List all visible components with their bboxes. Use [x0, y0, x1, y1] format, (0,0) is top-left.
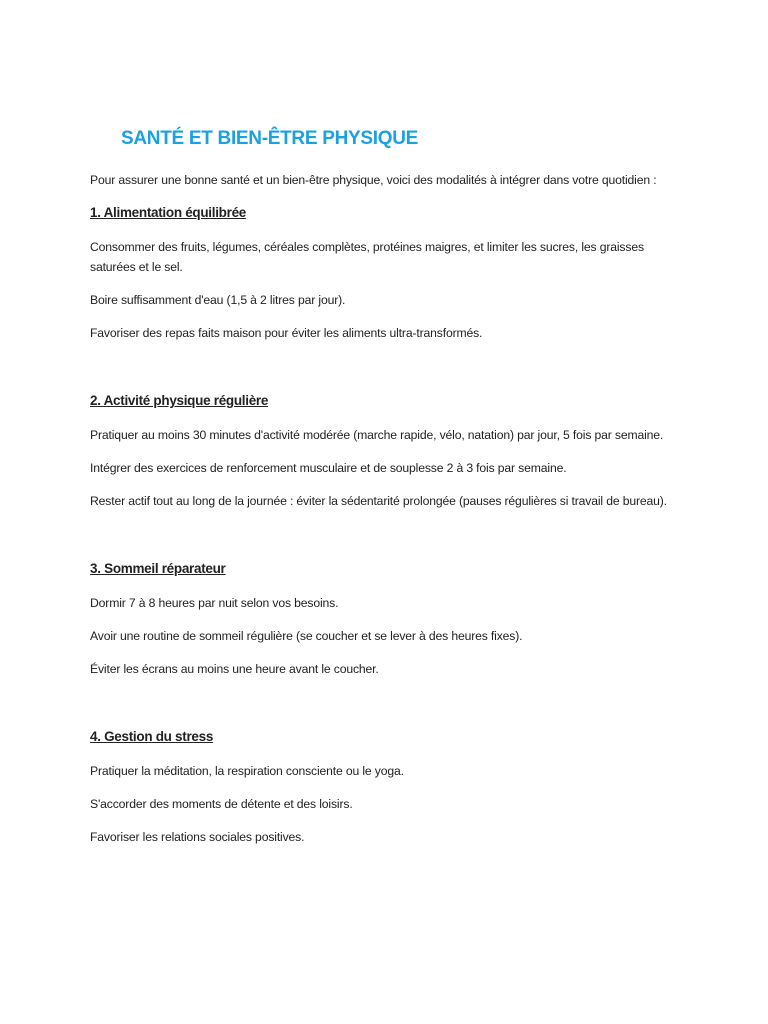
paragraph: Rester actif tout au long de la journée : éviter la sédentarité prolongée (pauses régulières si travail de bureau).	[90, 494, 667, 508]
paragraph: Éviter les écrans au moins une heure avant le coucher.	[90, 662, 379, 676]
section-heading: 3. Sommeil réparateur	[90, 561, 226, 576]
paragraph: Dormir 7 à 8 heures par nuit selon vos besoins.	[90, 596, 339, 610]
section-heading: 2. Activité physique régulière	[90, 393, 269, 408]
paragraph: S'accorder des moments de détente et des loisirs.	[90, 797, 353, 811]
paragraph: Avoir une routine de sommeil régulière (se coucher et se lever à des heures fixes).	[90, 629, 523, 643]
section-alimentation	[90, 203, 690, 343]
section-heading: 1. Alimentation équilibrée	[90, 205, 246, 220]
section-stress	[90, 727, 690, 847]
paragraph: Pratiquer la méditation, la respiration consciente ou le yoga.	[90, 764, 404, 778]
paragraph: Favoriser les relations sociales positives.	[90, 830, 305, 844]
paragraph: Pratiquer au moins 30 minutes d'activité modérée (marche rapide, vélo, natation) par jour, 5 fois par semaine.	[90, 428, 664, 442]
paragraph: Intégrer des exercices de renforcement musculaire et de souplesse 2 à 3 fois par semaine.	[90, 461, 567, 475]
intro-paragraph: Pour assurer une bonne santé et un bien-être physique, voici des modalités à intégrer dans votre quotidien :	[90, 173, 657, 187]
paragraph: Consommer des fruits, légumes, céréales complètes, protéines maigres, et limiter les sucres, les graisses saturées et le sel.	[90, 240, 644, 274]
section-heading: 4. Gestion du stress	[90, 729, 214, 744]
document-title: SANTÉ ET BIEN-ÊTRE PHYSIQUE	[121, 128, 418, 149]
paragraph: Boire suffisamment d'eau (1,5 à 2 litres par jour).	[90, 293, 346, 307]
section-activite	[90, 391, 690, 511]
section-sommeil	[90, 559, 690, 679]
paragraph: Favoriser des repas faits maison pour éviter les aliments ultra-transformés.	[90, 326, 483, 340]
document-body	[90, 170, 690, 895]
